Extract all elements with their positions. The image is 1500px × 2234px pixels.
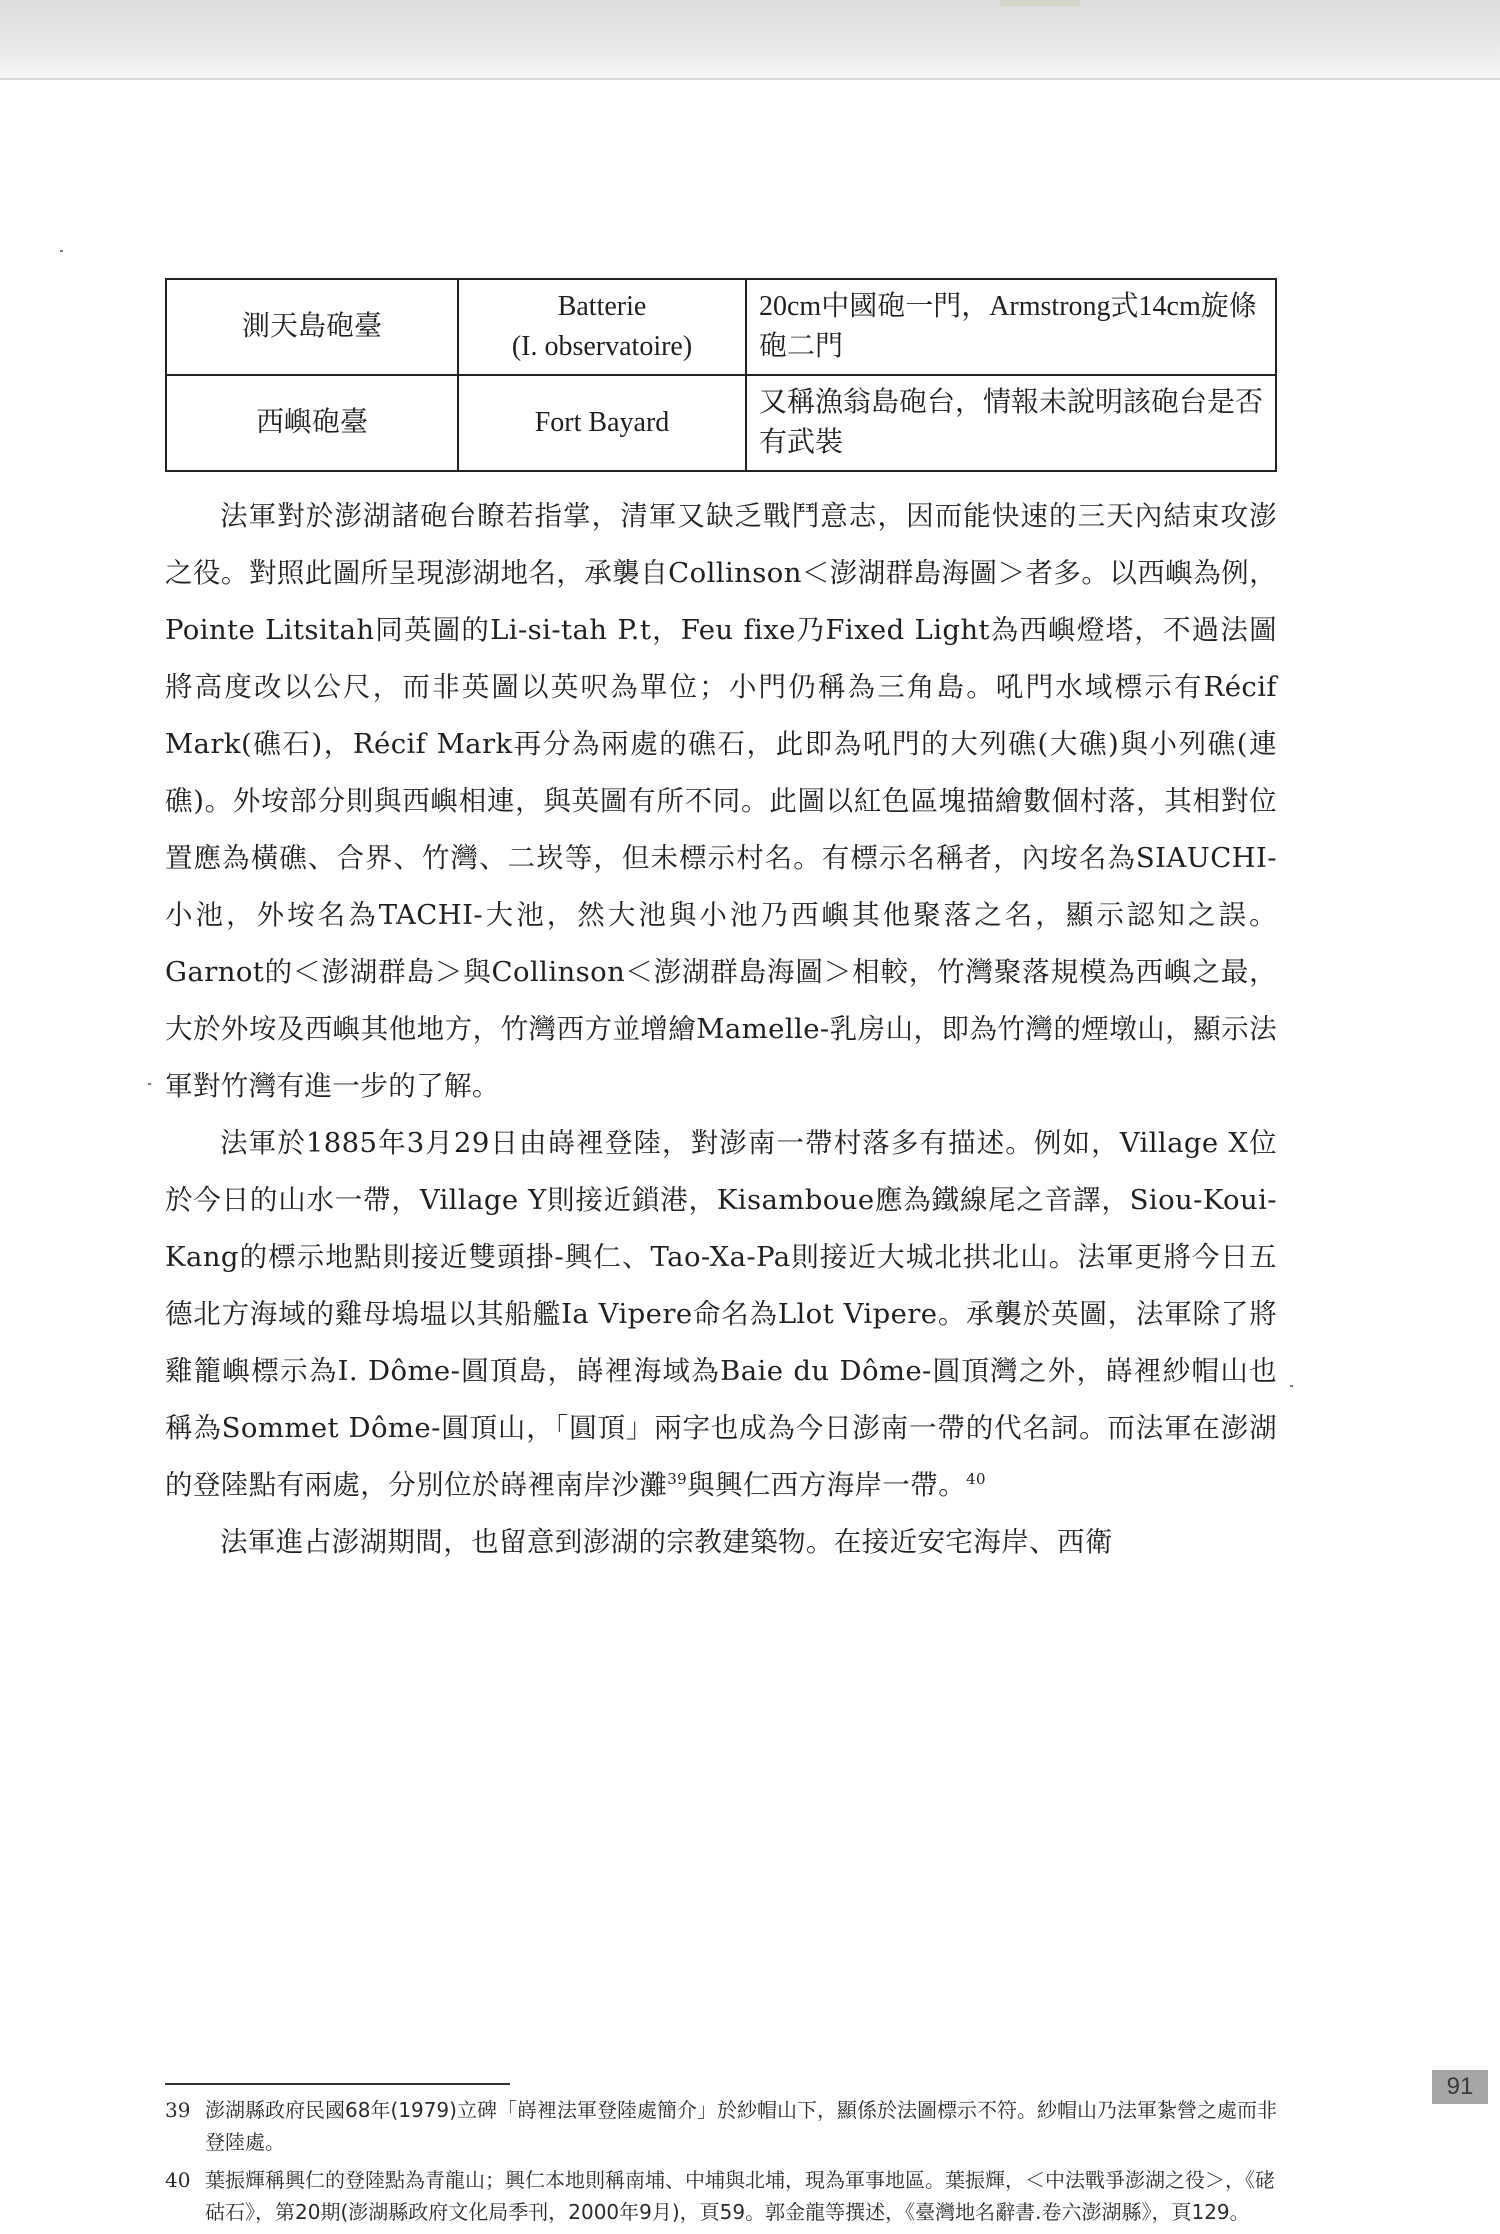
paragraph: 法軍對於澎湖諸砲台瞭若指掌，清軍又缺乏戰鬥意志，因而能快速的三天內結束攻澎之役。對照此圖所呈現澎湖地名，承襲自Collinson＜澎湖群島海圖＞者多。以西嶼為例， Pointe Litsitah同英圖的Li-si-tah P.t，Feu fixe乃Fixed Light為西嶼燈塔，不過法圖將高度改以公尺，而非英圖以英呎為單位；小門仍稱為三角島。吼門水域標示有Récif Mark(礁石)，Récif Mark再分為兩處的礁石，此即為吼門的大列礁(大礁)與小列礁(連礁)。外垵部分則與西嶼相連，與英圖有所不同。此圖以紅色區塊描繪數個村落，其相對位置應為橫礁、合界、竹灣、二崁等，但未標示村名。有標示名稱者，內垵名為SIAUCHI-小池，外垵名為TACHI-大池，然大池與小池乃西嶼其他聚落之名，顯示認知之誤。Garnot的＜澎湖群島＞與Collinson＜澎湖群島海圖＞相較，竹灣聚落規模為西嶼之最，大於外垵及西嶼其他地方，竹灣西方並增繪Mamelle-乳房山，即為竹灣的煙墩山，顯示法軍對竹灣有進一步的了解。 (165, 500, 1277, 1102)
fort-french-name (458, 375, 746, 471)
footnote-ref[interactable]: 40 (966, 1470, 986, 1488)
footnote-number: 39 (165, 2098, 191, 2122)
footnote-number: 40 (165, 2168, 191, 2192)
paragraph-text: 法軍於1885年3月29日由嵵裡登陸，對澎南一帶村落多有描述。例如，Village X位於今日的山水一帶，Village Y則接近鎖港，Kisamboue應為鐵線尾之音譯，Siou-Koui-Kang的標示地點則接近雙頭掛-興仁、Tao-Xa-Pa則接近大城北拱北山。法軍更將今日五德北方海域的雞母塢塭以其船艦Ia Vipere命名為Llot Vipere。承襲於英圖，法軍除了將雞籠嶼標示為I. Dôme-圓頂島，嵵裡海域為Baie du Dôme-圓頂灣之外，嵵裡紗帽山也稱為Sommet Dôme-圓頂山，「圓頂」兩字也成為今日澎南一帶的代名詞。而法軍在澎湖的登陸點有兩處，分別位於嵵裡南岸沙灘 (165, 1127, 1277, 1501)
scan-mark (1000, 0, 1080, 6)
scan-speck (1290, 1385, 1293, 1387)
footnote (165, 2094, 1277, 2158)
footnotes (165, 2094, 1277, 2234)
page-top-band (0, 0, 1500, 78)
fort-french-line: Fort Bayard (534, 407, 670, 438)
paragraph (165, 1115, 1277, 1514)
footnote (165, 2164, 1277, 2228)
fort-name: 西嶼砲臺 (166, 375, 458, 471)
footnote-text: 葉振輝稱興仁的登陸點為青龍山；興仁本地則稱南埔、中埔與北埔，現為軍事地區。葉振輝，＜中法戰爭澎湖之役＞，《硓𥑮石》，第20期(澎湖縣政府文化局季刊，2000年9月)，頁59。郭金龍等撰述，《臺灣地名辭書.卷六澎湖縣》，頁129。 (205, 2168, 1275, 2224)
paragraph: 法軍進占澎湖期間，也留意到澎湖的宗教建築物。在接近安宅海岸、西衛 (220, 1526, 1113, 1558)
fort-table (165, 278, 1277, 472)
table-row (166, 279, 1276, 375)
fort-french-name (458, 279, 746, 375)
scan-speck (60, 250, 63, 252)
scan-speck (148, 1083, 151, 1085)
fort-note: 又稱漁翁島砲台，情報未說明該砲台是否有武裝 (746, 375, 1276, 471)
footnote-divider (165, 2083, 510, 2085)
table-row (166, 375, 1276, 471)
fort-french-line: Batterie (557, 291, 647, 322)
paragraph-text: 與興仁西方海岸一帶。 (687, 1469, 967, 1501)
fort-french-line: (I. observatoire) (511, 331, 693, 362)
fort-note: 20cm中國砲一門，Armstrong式14cm旋條砲二門 (746, 279, 1276, 375)
page-top-rule (0, 78, 1500, 80)
fort-name: 測天島砲臺 (166, 279, 458, 375)
footnote-text: 澎湖縣政府民國68年(1979)立碑「嵵裡法軍登陸處簡介」於紗帽山下，顯係於法圖標示不符。紗帽山乃法軍紮營之處而非登陸處。 (205, 2098, 1277, 2154)
page-number: 91 (1432, 2070, 1488, 2104)
body-text (165, 488, 1277, 1571)
footnote-ref[interactable]: 39 (667, 1470, 688, 1488)
